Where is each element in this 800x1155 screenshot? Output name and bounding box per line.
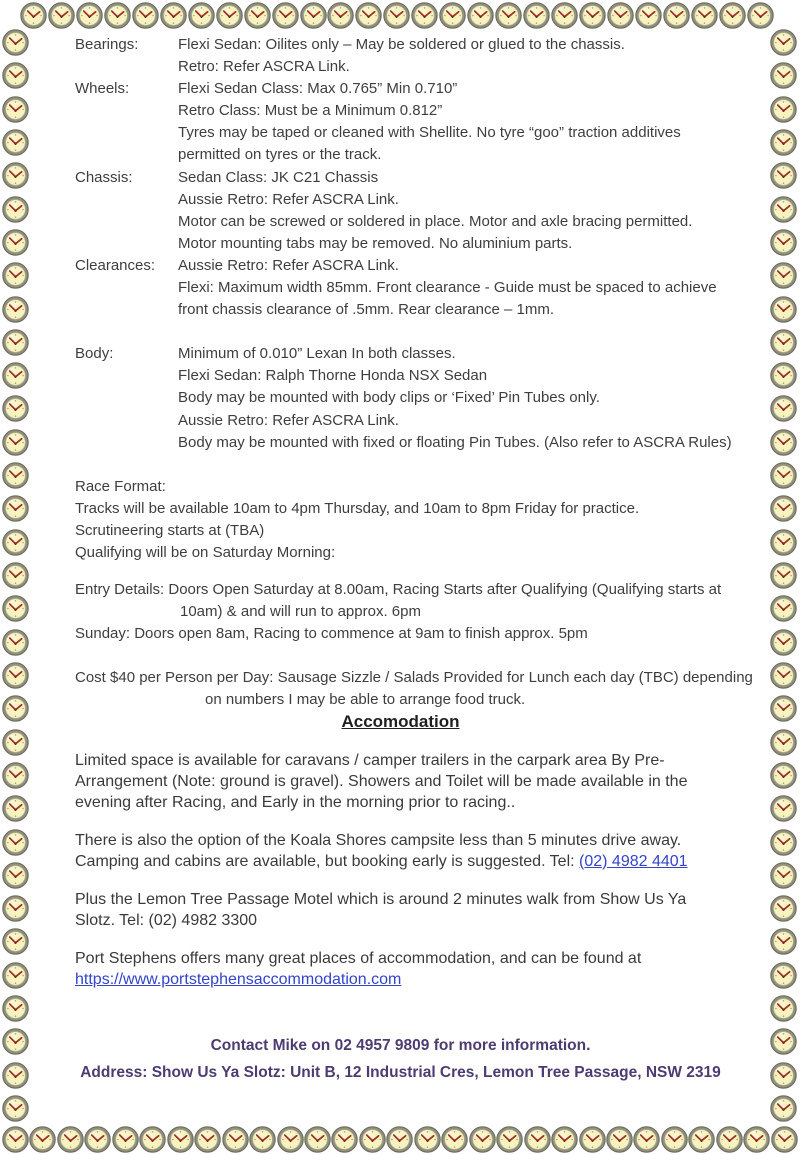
- flyer-content: [75, 34, 760, 1086]
- text-line: Plus the Lemon Tree Passage Motel which is around 2 minutes walk from Show Us Ya: [75, 890, 687, 908]
- clock-icon: [244, 2, 271, 29]
- text-line: Tyres may be taped or cleaned with Shellite. No tyre “goo” traction additives: [178, 124, 681, 142]
- text-line: Minimum of 0.010” Lexan In both classes.: [178, 345, 456, 363]
- clock-icon: [770, 629, 797, 656]
- clock-icon: [633, 1126, 660, 1153]
- clock-icon: [635, 2, 662, 29]
- specs-section: [75, 34, 760, 454]
- spec-label-clearances: Clearances:: [75, 256, 156, 274]
- clock-icon: [719, 2, 746, 29]
- clock-icon: [2, 196, 29, 223]
- spec-row-body: [75, 343, 760, 453]
- clock-icon: [770, 362, 797, 389]
- clock-icon: [770, 162, 797, 189]
- spec-label-bearings: Bearings:: [75, 36, 139, 53]
- clock-border-right: [770, 29, 797, 1122]
- race-format-section: [75, 476, 760, 564]
- spec-row-bearings: [75, 34, 760, 78]
- clock-icon: [2, 462, 29, 489]
- clock-icon: [2, 1028, 29, 1055]
- clock-icon: [2, 729, 29, 756]
- clock-icon: [2, 529, 29, 556]
- clock-icon: [770, 562, 797, 589]
- text-line: Limited space is available for caravans / camper trailers in the carpark area By Pre-: [75, 751, 665, 769]
- spec-lines-body: [178, 343, 732, 453]
- clock-border-bottom: [2, 1126, 798, 1153]
- clock-icon: [441, 1126, 468, 1153]
- clock-icon: [2, 96, 29, 123]
- phone-link[interactable]: (02) 4982 4401: [579, 852, 688, 870]
- clock-icon: [355, 2, 382, 29]
- clock-icon: [84, 1126, 111, 1153]
- clock-icon: [272, 2, 299, 29]
- clock-icon: [112, 1126, 139, 1153]
- clock-icon: [2, 296, 29, 323]
- clock-icon: [716, 1126, 743, 1153]
- clock-icon: [2, 495, 29, 522]
- spec-label-wheels: Wheels:: [75, 80, 130, 98]
- clock-icon: [770, 196, 797, 223]
- clock-icon: [770, 296, 797, 323]
- text-line: evening after Racing, and Early in the morning prior to racing..: [75, 793, 516, 811]
- clock-icon: [606, 1126, 633, 1153]
- clock-icon: [20, 2, 47, 29]
- clock-icon: [132, 2, 159, 29]
- clock-icon: [2, 662, 29, 689]
- address-line: Address: Show Us Ya Slotz: Unit B, 12 Industrial Cres, Lemon Tree Passage, NSW 2319: [80, 1063, 721, 1081]
- clock-icon: [770, 595, 797, 622]
- text-line: Qualifying will be on Saturday Morning:: [75, 543, 336, 561]
- clock-icon: [688, 1126, 715, 1153]
- spec-label-body: Body:: [75, 345, 114, 363]
- clock-icon: [2, 829, 29, 856]
- clock-icon: [747, 2, 774, 29]
- clock-icon: [439, 2, 466, 29]
- clock-icon: [770, 695, 797, 722]
- clock-icon: [770, 928, 797, 955]
- text-line: on numbers I may be able to arrange food truck.: [205, 691, 526, 709]
- clock-icon: [2, 362, 29, 389]
- clock-icon: [216, 2, 243, 29]
- text-line: Slotz. Tel: (02) 4982 3300: [75, 911, 258, 929]
- clock-icon: [770, 995, 797, 1022]
- clock-icon: [2, 795, 29, 822]
- text-line: Aussie Retro: Refer ASCRA Link.: [178, 411, 399, 429]
- spec-lines-wheels: [178, 78, 681, 166]
- clock-icon: [743, 1126, 770, 1153]
- clock-icon: [331, 1126, 358, 1153]
- clock-icon: [770, 1062, 797, 1089]
- text-line: Flexi Sedan: Ralph Thorne Honda NSX Sedan: [178, 367, 488, 385]
- text-line: Cost $40 per Person per Day: Sausage Sizzle / Salads Provided for Lunch each day (TBC) depending: [75, 669, 753, 687]
- spec-label-chassis: Chassis:: [75, 168, 133, 186]
- clock-icon: [770, 862, 797, 889]
- clock-icon: [2, 762, 29, 789]
- clock-icon: [2, 995, 29, 1022]
- clock-icon: [411, 2, 438, 29]
- clock-icon: [48, 2, 75, 29]
- text-line: Sunday: Doors open 8am, Racing to commence at 9am to finish approx. 5pm: [75, 625, 588, 643]
- footer-section: [58, 1032, 743, 1086]
- text-line: There is also the option of the Koala Shores campsite less than 5 minutes drive away.: [75, 831, 682, 849]
- clock-icon: [188, 2, 215, 29]
- paragraph-caravans: [75, 750, 760, 813]
- clock-icon: [300, 2, 327, 29]
- clock-icon: [607, 2, 634, 29]
- clock-icon: [327, 2, 354, 29]
- clock-icon: [29, 1126, 56, 1153]
- clock-icon: [770, 96, 797, 123]
- clock-icon: [2, 62, 29, 89]
- clock-icon: [104, 2, 131, 29]
- clock-icon: [2, 1126, 29, 1153]
- clock-icon: [57, 1126, 84, 1153]
- text-line: Port Stephens offers many great places of accommodation, and can be found at: [75, 949, 642, 967]
- text-line: Retro Class: Must be a Minimum 0.812”: [178, 102, 443, 120]
- clock-icon: [663, 2, 690, 29]
- text-line: 10am) & and will run to approx. 6pm: [180, 603, 421, 621]
- clock-icon: [770, 729, 797, 756]
- text-line: Flexi Sedan: Oilites only – May be soldered or glued to the chassis.: [178, 36, 625, 53]
- clock-icon: [467, 2, 494, 29]
- clock-icon: [160, 2, 187, 29]
- clock-icon: [770, 1028, 797, 1055]
- text-line: Scrutineering starts at (TBA): [75, 521, 265, 539]
- clock-icon: [770, 129, 797, 156]
- clock-icon: [2, 1062, 29, 1089]
- text-line: front chassis clearance of .5mm. Rear clearance – 1mm.: [178, 301, 554, 319]
- clock-icon: [2, 329, 29, 356]
- text-line: Motor mounting tabs may be removed. No aluminium parts.: [178, 234, 573, 252]
- text-line: permitted on tyres or the track.: [178, 146, 382, 164]
- cost-section: [75, 667, 760, 711]
- clock-icon: [386, 1126, 413, 1153]
- spec-row-chassis: [75, 167, 760, 255]
- clock-icon: [304, 1126, 331, 1153]
- clock-icon: [770, 495, 797, 522]
- paragraph-koala-shores: [75, 830, 760, 872]
- clock-icon: [691, 2, 718, 29]
- spec-lines-chassis: [178, 167, 692, 255]
- clock-icon: [2, 895, 29, 922]
- clock-icon: [770, 262, 797, 289]
- clock-icon: [277, 1126, 304, 1153]
- text-line: Aussie Retro: Refer ASCRA Link.: [178, 256, 399, 274]
- clock-icon: [770, 895, 797, 922]
- contact-line: Contact Mike on 02 4957 9809 for more information.: [210, 1036, 591, 1054]
- paragraph-motel: [75, 889, 760, 931]
- text-line: Arrangement (Note: ground is gravel). Showers and Toilet will be made available in the: [75, 772, 688, 790]
- clock-icon: [2, 395, 29, 422]
- clock-icon: [770, 395, 797, 422]
- spec-lines-clearances: [178, 255, 717, 321]
- clock-icon: [770, 229, 797, 256]
- clock-icon: [661, 1126, 688, 1153]
- clock-icon: [2, 229, 29, 256]
- clock-icon: [2, 562, 29, 589]
- clock-icon: [2, 928, 29, 955]
- clock-icon: [495, 2, 522, 29]
- text-line: Body may be mounted with body clips or ‘Fixed’ Pin Tubes only.: [178, 389, 600, 407]
- text-line: Motor can be screwed or soldered in place. Motor and axle bracing permitted.: [178, 212, 693, 230]
- clock-icon: [194, 1126, 221, 1153]
- text-line: Sedan Class: JK C21 Chassis: [178, 168, 379, 186]
- text-line: Tracks will be available 10am to 4pm Thursday, and 10am to 8pm Friday for practice.: [75, 499, 640, 517]
- clock-icon: [551, 2, 578, 29]
- accommodation-website-link[interactable]: https://www.portstephensaccommodation.com: [75, 970, 402, 988]
- spec-lines-bearings: [178, 34, 625, 78]
- clock-icon: [770, 829, 797, 856]
- entry-details-section: [75, 579, 760, 645]
- clock-icon: [2, 862, 29, 889]
- clock-border-top: [20, 2, 774, 29]
- clock-icon: [2, 962, 29, 989]
- clock-icon: [383, 2, 410, 29]
- text-line: Entry Details: Doors Open Saturday at 8.00am, Racing Starts after Qualifying (Qualifying starts at: [75, 581, 722, 599]
- clock-icon: [2, 429, 29, 456]
- clock-icon: [2, 695, 29, 722]
- clock-icon: [770, 1095, 797, 1122]
- clock-border-left: [2, 29, 29, 1122]
- clock-icon: [770, 529, 797, 556]
- clock-icon: [2, 595, 29, 622]
- text-line: Flexi Sedan Class: Max 0.765” Min 0.710”: [178, 80, 458, 98]
- clock-icon: [551, 1126, 578, 1153]
- clock-icon: [770, 762, 797, 789]
- clock-icon: [76, 2, 103, 29]
- clock-icon: [2, 629, 29, 656]
- clock-icon: [771, 1126, 798, 1153]
- accommodation-heading: Accomodation: [341, 711, 460, 731]
- clock-icon: [469, 1126, 496, 1153]
- spec-row-wheels: [75, 78, 760, 166]
- clock-icon: [770, 795, 797, 822]
- text-line: Body may be mounted with fixed or floating Pin Tubes. (Also refer to ASCRA Rules): [178, 433, 732, 451]
- clock-icon: [222, 1126, 249, 1153]
- clock-icon: [524, 1126, 551, 1153]
- clock-icon: [2, 162, 29, 189]
- clock-icon: [770, 429, 797, 456]
- clock-icon: [496, 1126, 523, 1153]
- clock-icon: [167, 1126, 194, 1153]
- clock-icon: [249, 1126, 276, 1153]
- text-line: Race Format:: [75, 477, 166, 495]
- text-line: Aussie Retro: Refer ASCRA Link.: [178, 190, 399, 208]
- clock-icon: [770, 62, 797, 89]
- spec-row-clearances: [75, 255, 760, 321]
- tel-prefix-text: Camping and cabins are available, but booking early is suggested. Tel:: [75, 852, 580, 870]
- text-line: Retro: Refer ASCRA Link.: [178, 58, 350, 76]
- clock-icon: [2, 29, 29, 56]
- text-line: [75, 851, 760, 872]
- clock-icon: [523, 2, 550, 29]
- clock-icon: [359, 1126, 386, 1153]
- clock-icon: [770, 662, 797, 689]
- clock-icon: [579, 1126, 606, 1153]
- clock-icon: [770, 962, 797, 989]
- clock-icon: [2, 1095, 29, 1122]
- clock-icon: [579, 2, 606, 29]
- accommodation-section: [75, 750, 760, 990]
- clock-icon: [2, 129, 29, 156]
- clock-icon: [770, 29, 797, 56]
- clock-icon: [414, 1126, 441, 1153]
- clock-icon: [770, 462, 797, 489]
- paragraph-port-stephens: [75, 948, 760, 990]
- clock-icon: [770, 329, 797, 356]
- clock-icon: [139, 1126, 166, 1153]
- clock-icon: [2, 262, 29, 289]
- text-line: Flexi: Maximum width 85mm. Front clearance - Guide must be spaced to achieve: [178, 279, 717, 297]
